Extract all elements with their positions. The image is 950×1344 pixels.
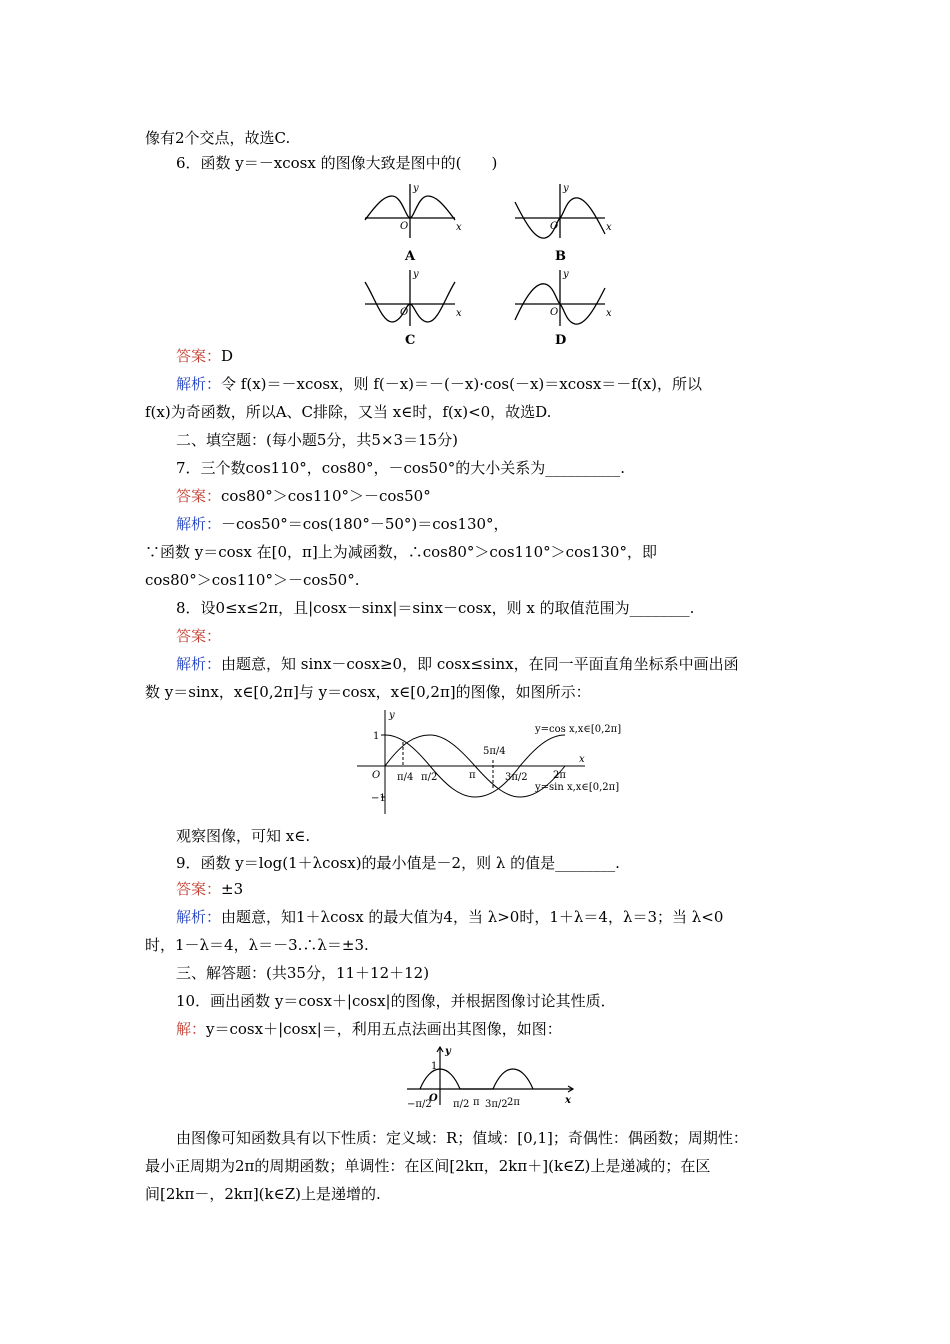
svg-text:1: 1 — [373, 731, 380, 742]
svg-text:y=cos x,x∈[0,2π]: y=cos x,x∈[0,2π] — [535, 724, 622, 735]
svg-text:O: O — [400, 307, 409, 318]
svg-text:π/2: π/2 — [421, 772, 438, 783]
label-b: B — [555, 249, 566, 264]
curve — [420, 1069, 533, 1089]
svg-text:x: x — [565, 1095, 571, 1106]
text-line: 最小正周期为2π的周期函数；单调性：在区间[2kπ，2kπ＋](k∈Z)上是递减的；在区 — [145, 1157, 711, 1175]
svg-text:y: y — [563, 269, 569, 280]
svg-text:−1: −1 — [371, 793, 386, 804]
analysis-6: 解析：令 f(x)＝－xcosx，则 f(－x)＝－(－x)·cos(－x)＝xcosx＝－f(x)，所以 — [176, 375, 703, 393]
svg-text:y: y — [413, 183, 419, 194]
text-line: 像有2个交点，故选C. — [145, 129, 291, 147]
svg-text:y: y — [445, 1046, 451, 1057]
analysis-8: 解析：由题意，知 sinx－cosx≥0，即 cosx≤sinx，在同一平面直角坐标系中画出函 — [176, 655, 739, 673]
answer-7: 答案：cos80°＞cos110°＞－cos50° — [176, 487, 431, 505]
question-10: 10．画出函数 y＝cosx＋|cosx|的图像，并根据图像讨论其性质． — [176, 992, 616, 1010]
text-line: 间[2kπ－，2kπ](k∈Z)上是递增的. — [145, 1185, 381, 1203]
graph-a — [365, 184, 455, 238]
svg-text:3π/2: 3π/2 — [505, 772, 528, 783]
svg-text:x: x — [456, 222, 462, 233]
question-6: 6．函数 y＝－xcosx 的图像大致是图中的( ) — [176, 154, 498, 172]
answer-8: 答案： — [176, 627, 222, 645]
svg-text:O: O — [400, 221, 409, 232]
svg-text:y: y — [563, 183, 569, 194]
question-9: 9．函数 y＝log(1＋λcosx)的最小值是－2，则 λ 的值是________. — [176, 854, 620, 872]
svg-text:π: π — [473, 1097, 480, 1108]
svg-text:x: x — [606, 222, 612, 233]
answer-9: 答案：±3 — [176, 880, 244, 898]
svg-text:O: O — [550, 307, 559, 318]
svg-text:x: x — [579, 754, 585, 765]
svg-text:y: y — [413, 269, 419, 280]
solution-10: 解：y＝cosx＋|cosx|＝，利用五点法画出其图像，如图： — [176, 1020, 562, 1038]
figure-q8 — [357, 708, 637, 818]
label-c: C — [405, 333, 416, 348]
question-7: 7．三个数cos110°，cos80°，－cos50°的大小关系为__________. — [176, 459, 626, 477]
svg-text:π/4: π/4 — [397, 772, 414, 783]
analysis-7: 解析：－cos50°＝cos(180°－50°)＝cos130°， — [176, 515, 509, 533]
text-line: 由图像可知函数具有以下性质：定义域：R；值域：[0,1]；奇偶性：偶函数；周期性： — [176, 1129, 748, 1147]
svg-text:1: 1 — [431, 1061, 438, 1072]
svg-text:O: O — [372, 770, 381, 781]
graph-b — [515, 184, 605, 238]
section-heading: 二、填空题：(每小题5分，共5×3＝15分) — [176, 431, 458, 449]
analysis-9: 解析：由题意，知1＋λcosx 的最大值为4，当 λ>0时，1＋λ＝4，λ＝3；当 λ<0 — [176, 908, 724, 926]
label-a: A — [405, 249, 416, 264]
text-line: 时，1－λ＝4，λ＝－3.∴λ＝±3. — [145, 936, 369, 954]
text-line: cos80°＞cos110°＞－cos50°. — [145, 571, 360, 589]
figure-q6 — [360, 182, 620, 347]
svg-text:y: y — [389, 710, 395, 721]
figure-q10 — [405, 1045, 580, 1125]
graph-d — [515, 270, 605, 326]
svg-text:O: O — [550, 221, 559, 232]
label-d: D — [555, 333, 567, 348]
svg-text:−π/2: −π/2 — [407, 1099, 432, 1110]
svg-text:3π/2: 3π/2 — [485, 1099, 508, 1110]
text-line: 观察图像，可知 x∈. — [176, 827, 311, 845]
svg-text:O: O — [429, 1093, 438, 1104]
svg-text:2π: 2π — [553, 770, 566, 781]
svg-text:5π/4: 5π/4 — [483, 746, 506, 757]
svg-text:π: π — [469, 770, 476, 781]
svg-text:x: x — [456, 308, 462, 319]
svg-text:2π: 2π — [507, 1097, 520, 1108]
answer-6: 答案：D — [176, 347, 234, 365]
graph-c — [365, 270, 455, 326]
question-8: 8．设0≤x≤2π，且|cosx－sinx|＝sinx－cosx，则 x 的取值范围为________. — [176, 599, 695, 617]
svg-text:π/2: π/2 — [453, 1099, 470, 1110]
section-heading: 三、解答题：(共35分，11＋12＋12) — [176, 964, 430, 982]
svg-text:x: x — [606, 308, 612, 319]
svg-text:y=sin x,x∈[0,2π]: y=sin x,x∈[0,2π] — [535, 782, 620, 793]
text-line: f(x)为奇函数，所以A、C排除，又当 x∈时，f(x)<0，故选D. — [145, 403, 552, 421]
text-line: 数 y＝sinx，x∈[0,2π]与 y＝cosx，x∈[0,2π]的图像，如图所示： — [145, 683, 591, 701]
text-line: ∵函数 y＝cosx 在[0，π]上为减函数，∴cos80°＞cos110°＞cos130°，即 — [145, 543, 657, 561]
